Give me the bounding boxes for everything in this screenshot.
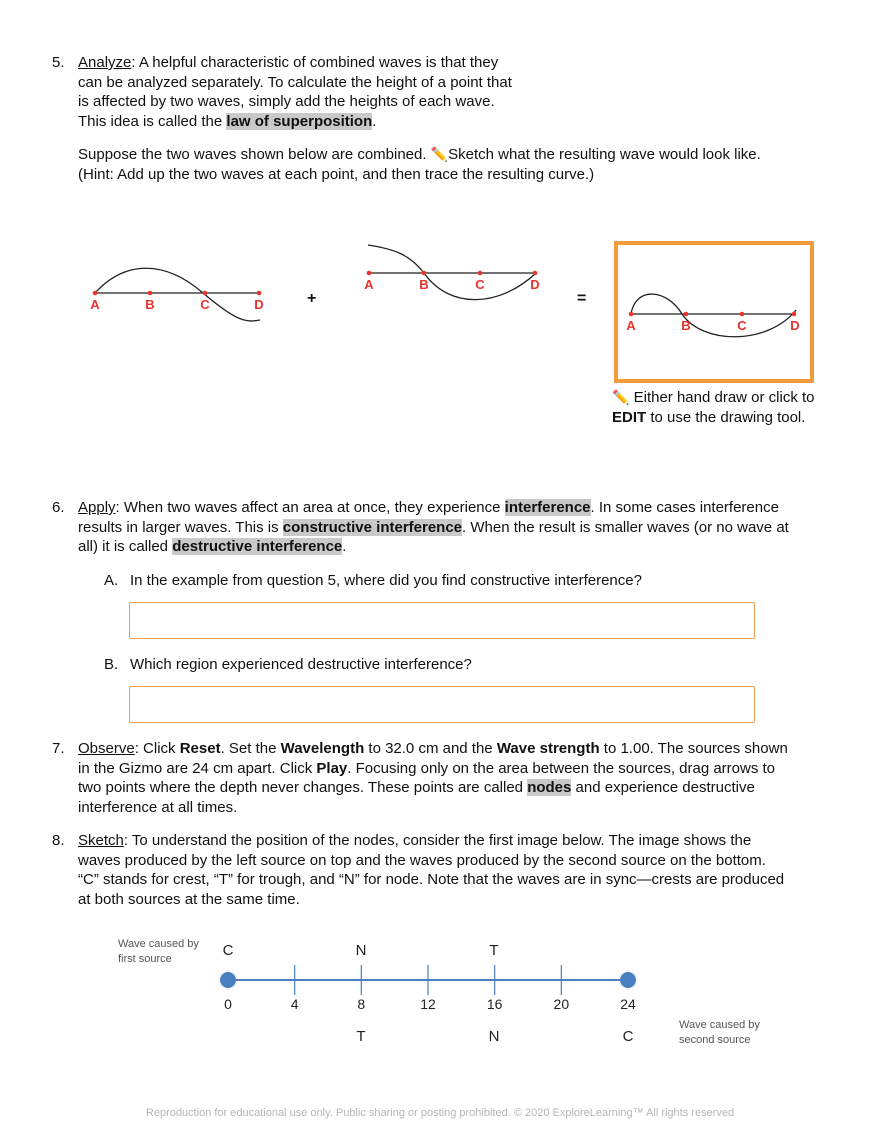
top-letter-t: T <box>489 942 499 959</box>
label-d: D <box>530 277 540 292</box>
q7-l4: interference at all times. <box>78 798 238 816</box>
q7-l2b: . Focusing only on the area between the sources, drag arrows to <box>347 759 776 777</box>
point-d <box>792 312 797 317</box>
q5-line4: This idea is called the <box>78 112 227 130</box>
point-c <box>740 312 745 317</box>
q5-instructions <box>78 145 858 184</box>
node-diagram <box>210 935 650 1050</box>
q5-line3: is affected by two waves, simply add the heights of each wave. <box>78 93 495 110</box>
q6-text <box>78 498 868 557</box>
pencil-icon: ✏️ <box>612 389 630 405</box>
q8-l3: “C” stands for crest, “T” for trough, and “N” for node. Note that the waves are in sync—crests are produced <box>78 871 785 888</box>
q7-number: 7. <box>52 740 65 757</box>
q5-hint: (Hint: Add up the two waves at each point, and then trace the resulting curve.) <box>78 165 595 183</box>
q8-lead: Sketch <box>78 832 124 849</box>
q5-line2: can be analyzed separately. To calculate the height of a point that <box>78 73 512 91</box>
label-c: C <box>475 277 485 292</box>
q6-number: 6. <box>52 499 65 516</box>
pencil-icon: ✏️ <box>430 146 449 162</box>
point-b <box>422 271 427 276</box>
right-source <box>620 972 636 988</box>
bottom-letter-c: C <box>622 1028 634 1045</box>
drawing-area[interactable] <box>614 241 814 383</box>
label-d: D <box>790 318 800 333</box>
q6-l1: : When two waves affect an area at once, they experience <box>115 499 505 516</box>
bottom-letter-n: N <box>488 1028 500 1045</box>
instr-line1: Either hand draw or click to <box>629 389 815 406</box>
q6-l1-post: . In some cases interference <box>590 499 779 516</box>
equals-sign: = <box>577 290 587 307</box>
second-source-caption <box>679 1018 760 1048</box>
point-d <box>533 271 538 276</box>
q6-lead: Apply <box>78 499 116 516</box>
q8-number: 8. <box>52 832 65 849</box>
label-a: A <box>90 297 100 312</box>
q7-l1b: . Set the <box>220 740 281 757</box>
point-c <box>478 271 483 276</box>
point-b <box>148 291 153 296</box>
q5-sketch: Sketch what the resulting wave would look like. <box>448 146 761 163</box>
tick-label: 8 <box>357 996 366 1012</box>
second-source-caption-1: Wave caused by <box>679 1019 760 1031</box>
point-a <box>629 312 634 317</box>
q6b-question: Which region experienced destructive interference? <box>130 656 472 673</box>
q7-l1c: to 32.0 cm and the <box>364 740 497 757</box>
edit-instructions <box>612 388 862 427</box>
term-nodes: nodes <box>527 779 572 796</box>
tick-label: 12 <box>420 996 436 1012</box>
tick-label: 16 <box>486 996 503 1012</box>
q5-lead: Analyze <box>78 54 132 71</box>
q7-l3b: and experience destructive <box>571 779 755 796</box>
q8-l4: at both sources at the same time. <box>78 890 300 908</box>
q5-text <box>78 53 558 131</box>
sketch-wave <box>618 245 810 379</box>
q8-l2: waves produced by the left source on top and the waves produced by the second source on the bottom. <box>78 851 766 869</box>
q6-l2-post: . When the result is smaller waves (or no wave at <box>462 518 789 536</box>
q5-suppose: Suppose the two waves shown below are combined. <box>78 146 431 163</box>
q5-line1: : A helpful characteristic of combined waves is that they <box>131 54 499 71</box>
top-letter-c: C <box>222 942 234 959</box>
left-source <box>220 972 236 988</box>
q7-l1d: to 1.00. The sources shown <box>599 740 788 757</box>
bottom-letter-t: T <box>356 1028 366 1045</box>
edit-link[interactable]: EDIT <box>612 408 647 426</box>
q7-reset: Reset <box>179 740 221 757</box>
label-b: B <box>681 318 691 333</box>
q7-l3a: two points where the depth never changes. These points are called <box>78 779 528 796</box>
first-source-caption <box>118 937 199 967</box>
instr-line2: to use the drawing tool. <box>646 408 806 426</box>
label-a: A <box>626 318 636 333</box>
footer: Reproduction for educational use only. Public sharing or posting prohibited. © 2020 ExploreLearning™ All rights reserved <box>145 1107 735 1119</box>
q7-strength: Wave strength <box>496 740 600 757</box>
point-d <box>257 291 262 296</box>
q7-play: Play <box>316 759 348 777</box>
q6a-number: A. <box>104 572 119 589</box>
q5-number: 5. <box>52 54 65 71</box>
q5-term: law of superposition <box>226 112 373 130</box>
label-a: A <box>364 277 374 292</box>
q8-l1: : To understand the position of the nodes, consider the first image below. The image shows the <box>123 832 752 849</box>
label-d: D <box>254 297 264 312</box>
tick-label: 4 <box>290 996 299 1012</box>
top-letter-n: N <box>355 942 367 959</box>
label-b: B <box>419 277 429 292</box>
point-c <box>203 291 208 296</box>
term-constructive: constructive interference <box>282 518 463 536</box>
q6-l3-post: . <box>342 538 347 555</box>
q7-wavelength: Wavelength <box>280 740 365 757</box>
second-source-caption-2: second source <box>679 1034 751 1046</box>
q6-l3: all) it is called <box>78 538 173 555</box>
point-b <box>684 312 689 317</box>
q7-lead: Observe <box>78 740 135 757</box>
q6b-number: B. <box>104 656 119 673</box>
label-c: C <box>737 318 747 333</box>
point-a <box>367 271 372 276</box>
q7-text <box>78 739 868 817</box>
tick-label: 20 <box>553 996 570 1012</box>
tick-label: 24 <box>620 996 636 1012</box>
label-b: B <box>145 297 155 312</box>
term-destructive: destructive interference <box>172 538 343 555</box>
q8-text <box>78 831 873 909</box>
tick-label: 0 <box>224 996 232 1012</box>
plus-sign: + <box>307 290 317 307</box>
q6a-question: In the example from question 5, where did you find constructive interference? <box>130 572 642 589</box>
tick-labels <box>224 996 636 1012</box>
wave-2-diagram <box>360 235 550 305</box>
q6-l2: results in larger waves. This is <box>78 518 283 536</box>
q6a-answer-box[interactable] <box>129 602 755 639</box>
first-source-caption-2: first source <box>118 953 172 965</box>
point-a <box>93 291 98 296</box>
wave-1-diagram <box>85 255 270 325</box>
q7-l2a: in the Gizmo are 24 cm apart. Click <box>78 759 317 777</box>
q6b-answer-box[interactable] <box>129 686 755 723</box>
q7-l1a: : Click <box>134 740 180 757</box>
q5-period: . <box>372 112 377 130</box>
term-interference: interference <box>504 499 591 516</box>
label-c: C <box>200 297 210 312</box>
first-source-caption-1: Wave caused by <box>118 938 199 950</box>
